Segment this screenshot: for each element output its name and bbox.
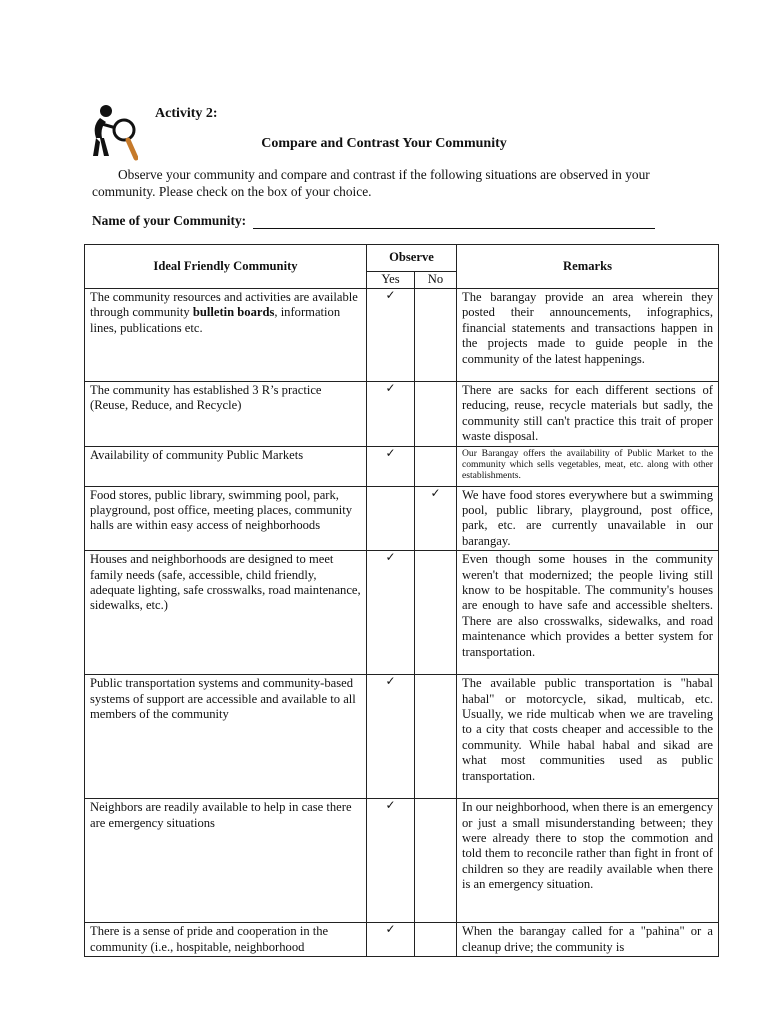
yes-checkbox[interactable] bbox=[367, 675, 415, 799]
community-name-field[interactable] bbox=[92, 213, 655, 229]
comparison-table bbox=[84, 244, 719, 957]
activity-label: Activity 2: bbox=[155, 106, 218, 121]
yes-checkbox[interactable] bbox=[367, 382, 415, 447]
yes-checkbox[interactable] bbox=[367, 446, 415, 486]
header-no: No bbox=[415, 272, 457, 289]
yes-checkbox[interactable] bbox=[367, 486, 415, 551]
remarks-cell: The barangay provide an area wherein they posted their announcements, infographics, financial statements and transactions happen in the projects made to guide people in the community of the latest happenings. bbox=[457, 289, 719, 382]
situation-cell bbox=[85, 486, 367, 551]
check-icon: ✓ bbox=[430, 485, 441, 500]
situation-text: There is a sense of pride and cooperation in the community (i.e., hospitable, neighborhood bbox=[90, 924, 329, 954]
community-name-blank[interactable] bbox=[253, 214, 655, 229]
situation-text: Availability of community Public Markets bbox=[90, 447, 304, 462]
situation-text: Houses and neighborhoods are designed to meet family needs (safe, accessible, child friendly, adequate lighting, safe crosswalks, road maintenance, sidewalks, etc.) bbox=[90, 552, 361, 613]
situation-bold-text: bulletin boards bbox=[192, 305, 275, 320]
situation-cell bbox=[85, 923, 367, 957]
remarks-cell: We have food stores everywhere but a swimming pool, public library, playground, post office, park, etc. are currently unavailable in our barangay. bbox=[457, 486, 719, 551]
no-checkbox[interactable] bbox=[415, 675, 457, 799]
situation-text: The community has established 3 R’s practice (Reuse, Reduce, and Recycle) bbox=[90, 383, 322, 413]
situation-cell bbox=[85, 382, 367, 447]
table-row bbox=[85, 675, 719, 799]
check-icon: ✓ bbox=[385, 922, 396, 937]
table-row bbox=[85, 289, 719, 382]
no-checkbox[interactable] bbox=[415, 289, 457, 382]
no-checkbox[interactable] bbox=[415, 551, 457, 675]
situation-cell bbox=[85, 675, 367, 799]
situation-cell bbox=[85, 446, 367, 486]
header-remarks: Remarks bbox=[457, 245, 719, 289]
no-checkbox[interactable] bbox=[415, 799, 457, 923]
instructions: Observe your community and compare and contrast if the following situations are observed in your community. Please check on the box of your choice. bbox=[92, 167, 650, 199]
table-row bbox=[85, 446, 719, 486]
situation-cell bbox=[85, 289, 367, 382]
situation-cell bbox=[85, 551, 367, 675]
page-title: Compare and Contrast Your Community bbox=[261, 136, 507, 151]
remarks-cell: The available public transportation is "habal habal" or motorcycle, sikad, multicab, etc. Usually, we ride multicab when we are traveling to a city that costs cheaper and accessible to the community. While habal habal and sikad are what most communities used as public transportation. bbox=[457, 675, 719, 799]
check-icon: ✓ bbox=[385, 445, 396, 460]
table-row bbox=[85, 486, 719, 551]
remarks-cell: When the barangay called for a "pahina" or a cleanup drive; the community is bbox=[457, 923, 719, 957]
yes-checkbox[interactable] bbox=[367, 923, 415, 957]
no-checkbox[interactable] bbox=[415, 382, 457, 447]
header-ideal-community: Ideal Friendly Community bbox=[85, 245, 367, 289]
situation-text-end: , information lines, publications etc. bbox=[90, 305, 341, 335]
yes-checkbox[interactable] bbox=[367, 289, 415, 382]
no-checkbox[interactable] bbox=[415, 486, 457, 551]
no-checkbox[interactable] bbox=[415, 446, 457, 486]
header-yes: Yes bbox=[367, 272, 415, 289]
situation-cell bbox=[85, 799, 367, 923]
magnifier-person-icon bbox=[90, 104, 138, 164]
table-row bbox=[85, 799, 719, 923]
situation-text: Neighbors are readily available to help in case there are emergency situations bbox=[90, 800, 352, 830]
table-row bbox=[85, 923, 719, 957]
community-name-label: Name of your Community: bbox=[92, 213, 247, 228]
check-icon: ✓ bbox=[385, 550, 396, 565]
yes-checkbox[interactable] bbox=[367, 799, 415, 923]
remarks-cell: Even though some houses in the community weren't that modernized; the people living still know to be hospitable. The community's houses are enough to have safe and accessible shelters. There are also crosswalks, sidewalks, and road maintenance which provides a better system for transportation. bbox=[457, 551, 719, 675]
yes-checkbox[interactable] bbox=[367, 551, 415, 675]
check-icon: ✓ bbox=[385, 798, 396, 813]
no-checkbox[interactable] bbox=[415, 923, 457, 957]
situation-text: Public transportation systems and community-based systems of support are accessible and available to all members of the community bbox=[90, 676, 356, 722]
situation-text: The community resources and activities are available through community bbox=[90, 290, 358, 320]
table-row bbox=[85, 382, 719, 447]
check-icon: ✓ bbox=[385, 381, 396, 395]
table-row bbox=[85, 551, 719, 675]
situation-text: Food stores, public library, swimming pool, park, playground, post office, meeting places, community halls are within easy access of neighborhoods bbox=[90, 487, 353, 533]
remarks-cell: There are sacks for each different sections of reducing, reuse, recycle materials but sadly, the community still can't practice this trait of proper waste disposal. bbox=[457, 382, 719, 447]
remarks-cell: In our neighborhood, when there is an emergency or just a small misunderstanding between; they were already there to stop the commotion and told them to reconcile rather than fight in front of children so they are readily available when there is an emergency situation. bbox=[457, 799, 719, 923]
header-observe: Observe bbox=[367, 245, 457, 272]
check-icon: ✓ bbox=[385, 288, 396, 302]
remarks-cell: Our Barangay offers the availability of Public Market to the community which sells vegetables, meat, etc. along with other establishments. bbox=[457, 446, 719, 486]
check-icon: ✓ bbox=[385, 674, 396, 689]
